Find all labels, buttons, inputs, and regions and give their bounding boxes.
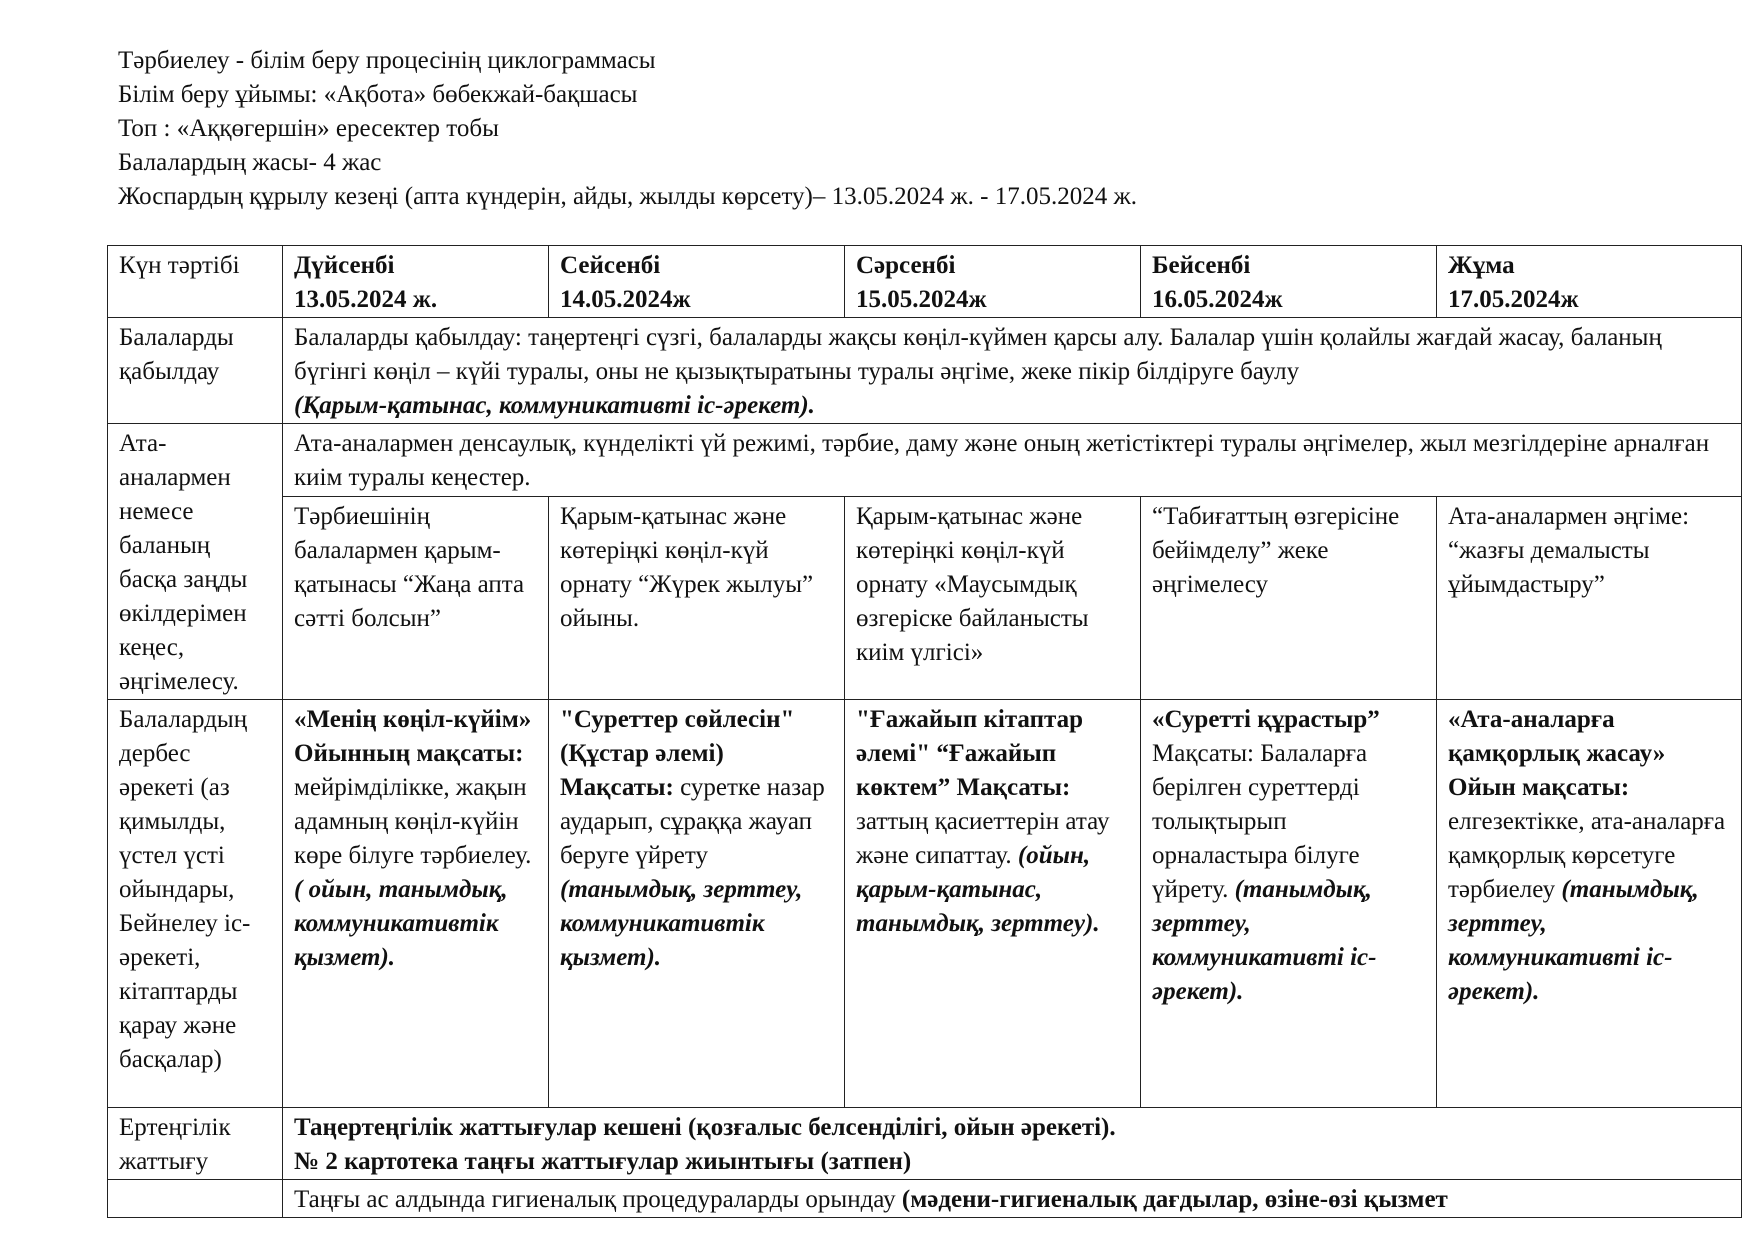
hygiene-label [108, 1180, 283, 1218]
parents-common-row [108, 424, 1742, 497]
header-title: Тәрбиелеу - білім беру процесінің циклограммасы [118, 47, 656, 74]
table-header-row [108, 246, 1742, 318]
reception-row [108, 318, 1742, 424]
morning-exercise-label: Ертеңгілік жаттығу [108, 1108, 283, 1180]
day-header-thursday: Бейсенбі 16.05.2024ж [1141, 246, 1437, 318]
parents-thursday: “Табиғаттың өзгерісіне бейімделу” жеке әңгімелесу [1141, 497, 1437, 700]
cyclogram-table [107, 245, 1742, 1218]
day-header-monday: Дүйсенбі 13.05.2024 ж. [283, 246, 549, 318]
activity-tuesday: "Суреттер сөйлесін" (Құстар әлемі) Мақсаты: суретке назар аударып, сұраққа жауап беруге үйрету (танымдық, зерттеу, коммуникативтік қызмет). [549, 700, 845, 1108]
reception-text: Балаларды қабылдау: таңертеңгі сүзгі, балаларды жақсы көңіл-күймен қарсы алу. Балалар үшін қолайлы жағдай жасау, баланың бүгінгі көңіл – күйі туралы, оны не қызықтыратыны туралы әңгіме, жеке пікір білдіруге баулу (Қарым-қатынас, коммуникативті іс-әрекет). [283, 318, 1742, 424]
activity-row [108, 700, 1742, 1108]
corner-cell: Күн тәртібі [108, 246, 283, 318]
parents-monday: Тәрбиешінің балалармен қарым-қатынасы “Жаңа апта сәтті болсын” [283, 497, 549, 700]
morning-exercise-row [108, 1108, 1742, 1180]
activity-monday: «Менің көңіл-күйім» Ойынның мақсаты: мейрімділікке, жақын адамның көңіл-күйін көре білуге тәрбиелеу. ( ойын, танымдық, коммуникативтік қызмет). [283, 700, 549, 1108]
morning-exercise-text: Таңертеңгілік жаттығулар кешені (қозғалыс белсенділігі, ойын әрекеті). № 2 картотека таңғы жаттығулар жиынтығы (затпен) [283, 1108, 1742, 1180]
document-header [118, 44, 1137, 214]
parents-days-row [108, 497, 1742, 700]
header-age: Балалардың жасы- 4 жас [118, 149, 382, 176]
parents-label: Ата-аналармен немесе баланың басқа заңды өкілдерімен кеңес, әңгімелесу. [108, 424, 283, 700]
parents-friday: Ата-аналармен әңгіме: “жазғы демалысты ұйымдастыру” [1437, 497, 1742, 700]
parents-wednesday: Қарым-қатынас және көтеріңкі көңіл-күй орнату «Маусымдық өзгеріске байланысты киім үлгісі» [845, 497, 1141, 700]
header-group: Топ : «Аққөгершін» ересектер тобы [118, 115, 499, 142]
day-header-tuesday: Сейсенбі 14.05.2024ж [549, 246, 845, 318]
activity-label: Балалардың дербес әрекеті (аз қимылды, үстел үсті ойындары, Бейнелеу іс- әрекеті, кітаптарды қарау және басқалар) [108, 700, 283, 1108]
day-header-wednesday: Сәрсенбі 15.05.2024ж [845, 246, 1141, 318]
day-header-friday: Жұма 17.05.2024ж [1437, 246, 1742, 318]
activity-friday: «Ата-аналарға қамқорлық жасау» Ойын мақсаты: елгезектікке, ата-аналарға қамқорлық көрсетуге тәрбиелеу (танымдық, зерттеу, коммуникативті іс-әрекет). [1437, 700, 1742, 1108]
parents-common-text: Ата-аналармен денсаулық, күнделікті үй режимі, тәрбие, даму және оның жетістіктері туралы әңгімелер, жыл мезгілдеріне арналған киім туралы кеңестер. [283, 424, 1742, 497]
hygiene-text: Таңғы ас алдында гигиеналық процедураларды орындау (мәдени-гигиеналық дағдылар, өзіне-өзі қызмет [283, 1180, 1742, 1218]
parents-tuesday: Қарым-қатынас және көтеріңкі көңіл-күй орнату “Жүрек жылуы” ойыны. [549, 497, 845, 700]
activity-wednesday: "Ғажайып кітаптар әлемі" “Ғажайып көктем” Мақсаты: заттың қасиеттерін атау және сипаттау. (ойын, қарым-қатынас, танымдық, зерттеу). [845, 700, 1141, 1108]
header-period: Жоспардың құрылу кезеңі (апта күндерін, айды, жылды көрсету)– 13.05.2024 ж. - 17.05.2024 ж. [118, 183, 1137, 210]
activity-thursday: «Суретті құрастыр” Мақсаты: Балаларға берілген суреттерді толықтырып орналастыра білуге үйрету. (танымдық, зерттеу, коммуникативті іс-әрекет). [1141, 700, 1437, 1108]
hygiene-row [108, 1180, 1742, 1218]
header-organization: Білім беру ұйымы: «Ақбота» бөбекжай-бақшасы [118, 81, 638, 108]
reception-label: Балаларды қабылдау [108, 318, 283, 424]
